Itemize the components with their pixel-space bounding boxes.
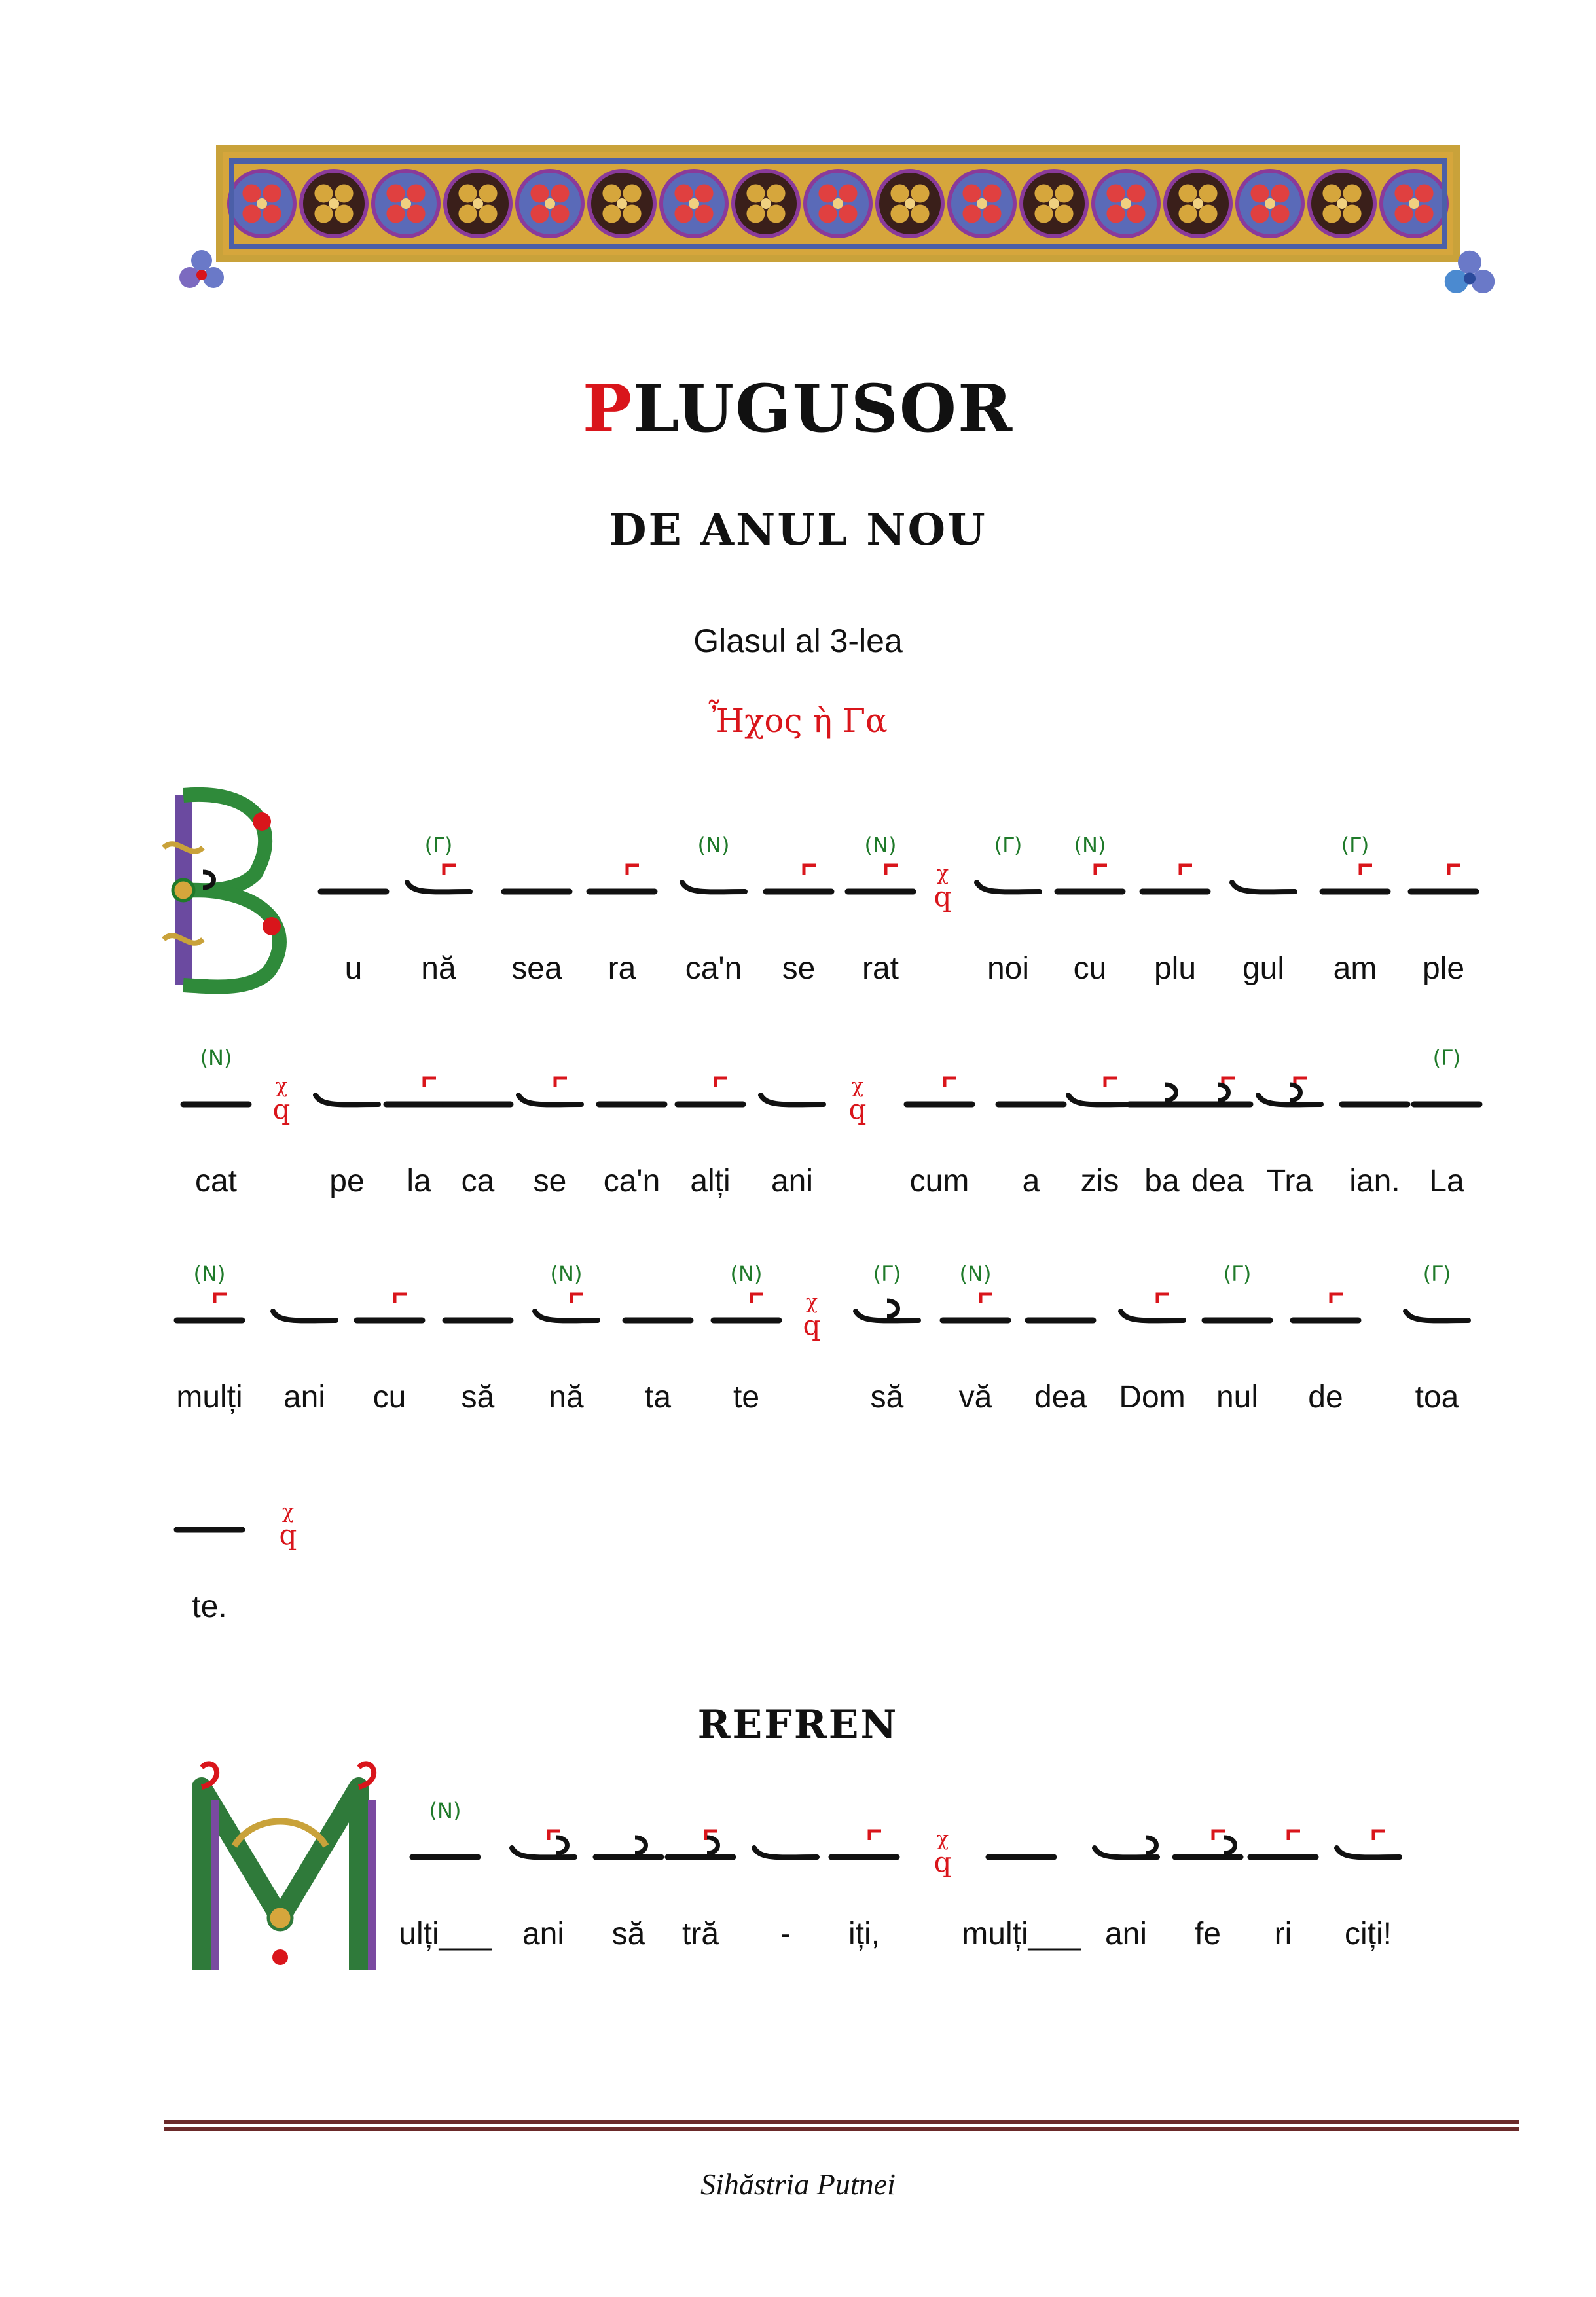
- ornament-center: [1193, 198, 1203, 209]
- neume-apostrophos: [535, 1311, 598, 1320]
- ornament-center: [977, 198, 987, 209]
- ornament-center: [401, 198, 411, 209]
- lyric-syllable: ca: [461, 1164, 495, 1199]
- lyric-syllable: cat: [194, 1164, 238, 1199]
- martyria-mark: χ: [281, 1500, 295, 1523]
- lyric-syllable: se: [533, 1164, 567, 1199]
- ornament-petal: [1055, 184, 1074, 202]
- ornament-petal: [623, 184, 642, 202]
- ison-mark: (Ν): [730, 1261, 763, 1286]
- lyric-syllable: noi: [987, 951, 1030, 986]
- ornament-center: [1049, 198, 1059, 209]
- neume-gorgon: [424, 1078, 436, 1087]
- ornament-petal: [314, 205, 333, 223]
- neume-apostrophos: [518, 1095, 581, 1104]
- neume-apostrophos: [1406, 1311, 1468, 1320]
- martyria-mark: q: [934, 1846, 952, 1878]
- ornament-petal: [1250, 184, 1269, 202]
- neume-apostrophos: [1232, 882, 1295, 892]
- ornamental-header-band: [216, 145, 1460, 262]
- ornament-petal: [818, 184, 837, 202]
- neume-elaphron: [1165, 1085, 1176, 1100]
- neume-staff-4: [164, 1496, 1493, 1574]
- ornament-center: [1265, 198, 1275, 209]
- lyric-syllable: u: [344, 951, 363, 986]
- ornament-petal: [479, 184, 498, 202]
- martyria-mark: q: [803, 1309, 821, 1341]
- lyric-syllable: cum: [909, 1164, 970, 1199]
- ornament-petal: [1343, 205, 1362, 223]
- music-line-4: [164, 1496, 1493, 1627]
- ornament-petal: [1106, 205, 1125, 223]
- ornament-petal: [1322, 205, 1341, 223]
- lyric-syllable: pe: [329, 1164, 365, 1199]
- title-rest: LUGUSOR: [633, 370, 1014, 447]
- neume-gorgon: [627, 865, 639, 875]
- ornament-petal: [407, 184, 426, 202]
- martyria-mark: χ: [936, 862, 949, 885]
- ornament-petal: [335, 184, 354, 202]
- ison-mark: (Γ): [424, 833, 453, 858]
- ornament-petal: [335, 205, 354, 223]
- lyric-syllable: am: [1333, 951, 1377, 986]
- ornament-petal: [839, 205, 858, 223]
- ornament-petal: [458, 184, 477, 202]
- ison-mark: (Ν): [959, 1261, 992, 1286]
- ornament-petal: [1055, 205, 1074, 223]
- martyria-mark: χ: [805, 1291, 818, 1314]
- ornament-center: [1121, 198, 1131, 209]
- ornament-petal: [767, 184, 786, 202]
- ornament-petal: [962, 184, 981, 202]
- ornament-petal: [890, 205, 909, 223]
- ornament-center: [689, 198, 699, 209]
- lyric-syllable: mulți___: [962, 1917, 1081, 1951]
- ornament-center: [329, 198, 339, 209]
- corner-flower-left-icon: [175, 246, 228, 298]
- neume-apostrophos: [316, 1095, 378, 1104]
- neume-gorgon: [444, 865, 456, 875]
- ornament-petal: [386, 184, 405, 202]
- mode-romanian: Glasul al 3-lea: [693, 623, 903, 659]
- neume-gorgon: [215, 1294, 227, 1303]
- ornament-petal: [1199, 205, 1218, 223]
- lyric-syllable: ple: [1422, 951, 1465, 986]
- ornament-petal: [1271, 205, 1290, 223]
- ornament-petal: [911, 205, 930, 223]
- ornament-petal: [551, 205, 570, 223]
- lyric-syllable: te: [733, 1380, 760, 1415]
- ornament-petal: [911, 184, 930, 202]
- lyric-syllable: a: [1022, 1164, 1040, 1199]
- ornament-petal: [1415, 184, 1434, 202]
- neume-elaphron: [556, 1837, 568, 1853]
- ison-mark: (Γ): [873, 1261, 901, 1286]
- martyria-mark: χ: [851, 1075, 864, 1098]
- ornament-petal: [746, 205, 765, 223]
- lyric-syllable: cu: [1073, 951, 1107, 986]
- lyric-syllable: te.: [192, 1589, 227, 1624]
- neume-elaphron: [1218, 1085, 1229, 1100]
- ornament-center: [1337, 198, 1347, 209]
- lyric-syllable: nă: [549, 1380, 584, 1415]
- ison-mark: (Ν): [193, 1261, 226, 1286]
- ornament-petal: [479, 205, 498, 223]
- lyric-syllable: ca'n: [685, 951, 742, 986]
- neume-elaphron: [707, 1837, 718, 1853]
- ornament-petal: [530, 184, 549, 202]
- neume-gorgon: [869, 1831, 881, 1840]
- neume-gorgon: [1213, 1831, 1225, 1840]
- ornament-petal: [386, 205, 405, 223]
- lyric-syllable: vă: [958, 1380, 992, 1415]
- martyria-mark: q: [272, 1093, 291, 1125]
- neume-staff-3: [164, 1260, 1493, 1365]
- lyric-syllable: ulți___: [399, 1917, 492, 1951]
- neume-gorgon: [571, 1294, 583, 1303]
- ornament-petal: [263, 205, 281, 223]
- neume-gorgon: [1331, 1294, 1343, 1303]
- lyric-syllable: Dom: [1119, 1380, 1186, 1415]
- page-subtitle: DE ANUL NOU: [609, 504, 987, 555]
- ornament-petal: [602, 184, 621, 202]
- lyric-syllable: gul: [1242, 951, 1285, 986]
- lyric-syllable: ca'n: [603, 1164, 661, 1199]
- lyric-syllable: ta: [644, 1380, 672, 1415]
- neume-apostrophos: [1068, 1095, 1131, 1104]
- ornament-petal: [983, 205, 1002, 223]
- page-title: [0, 370, 1596, 447]
- ornament-center: [617, 198, 627, 209]
- neume-gorgon: [1360, 865, 1372, 875]
- neume-gorgon: [752, 1294, 763, 1303]
- ornament-petal: [674, 205, 693, 223]
- ornament-petal: [1394, 205, 1413, 223]
- music-line-3: [164, 1260, 1493, 1430]
- lyric-syllable: sea: [511, 951, 562, 986]
- neume-staff-1: [164, 831, 1493, 936]
- neume-apostrophos: [761, 1095, 824, 1104]
- ison-mark: (Γ): [994, 833, 1023, 858]
- ison-mark: (Γ): [1432, 1045, 1461, 1070]
- neume-apostrophos: [977, 882, 1040, 892]
- neume-staff-2: [164, 1044, 1493, 1149]
- neume-gorgon: [1105, 1078, 1117, 1087]
- ornament-petal: [530, 205, 549, 223]
- lyric-syllable: fe: [1194, 1917, 1222, 1951]
- lyric-syllable: dea: [1034, 1380, 1087, 1415]
- ornament-pattern: [223, 152, 1453, 255]
- ornament-petal: [1034, 205, 1053, 223]
- neume-elaphron: [635, 1837, 646, 1853]
- ornament-center: [833, 198, 843, 209]
- neume-gorgon: [1288, 1831, 1300, 1840]
- ornament-center: [905, 198, 915, 209]
- ornament-petal: [458, 205, 477, 223]
- ornament-petal: [1322, 184, 1341, 202]
- lyric-syllable: Tra: [1266, 1164, 1313, 1199]
- lyric-syllable: să: [611, 1917, 645, 1951]
- neume-gorgon: [1373, 1831, 1385, 1840]
- neume-elaphron: [1146, 1837, 1157, 1853]
- ornament-petal: [407, 205, 426, 223]
- lyric-syllable: ani: [771, 1164, 814, 1199]
- lyric-syllable: ani: [283, 1380, 326, 1415]
- ornament-petal: [839, 184, 858, 202]
- ison-mark: (Ν): [429, 1798, 462, 1823]
- lyric-syllable: la: [407, 1164, 431, 1199]
- martyria-mark: q: [279, 1519, 297, 1551]
- ornament-petal: [674, 184, 693, 202]
- ornament-petal: [962, 205, 981, 223]
- neume-gorgon: [1180, 865, 1192, 875]
- lyric-syllable: alți: [690, 1164, 731, 1199]
- ornament-petal: [695, 205, 714, 223]
- neume-elaphron: [203, 872, 214, 888]
- ornament-petal: [1034, 184, 1053, 202]
- ornament-petal: [1415, 205, 1434, 223]
- ornament-petal: [602, 205, 621, 223]
- ison-mark: (Γ): [1423, 1261, 1451, 1286]
- ison-mark: (Γ): [1223, 1261, 1252, 1286]
- ornament-petal: [1127, 184, 1146, 202]
- ornament-petal: [1178, 184, 1197, 202]
- ison-mark: (Ν): [864, 833, 897, 858]
- neume-gorgon: [804, 865, 816, 875]
- neume-gorgon: [1095, 865, 1107, 875]
- footer-credit: Sihăstria Putnei: [700, 2167, 896, 2201]
- title-initial: P: [582, 370, 634, 447]
- martyria-mark: q: [934, 880, 952, 913]
- neume-apostrophos: [273, 1311, 336, 1320]
- ison-mark: (Ν): [697, 833, 730, 858]
- ornament-petal: [746, 184, 765, 202]
- lyric-syllable: toa: [1415, 1380, 1459, 1415]
- ornament-petal: [695, 184, 714, 202]
- neume-elaphron: [887, 1301, 898, 1316]
- ornament-petal: [623, 205, 642, 223]
- lyric-syllable: ri: [1274, 1917, 1292, 1951]
- neume-elaphron: [1290, 1085, 1301, 1100]
- ornament-center: [545, 198, 555, 209]
- ornament-petal: [1106, 184, 1125, 202]
- lyric-syllable: nul: [1216, 1380, 1259, 1415]
- neume-gorgon: [1157, 1294, 1169, 1303]
- neume-apostrophos: [754, 1848, 817, 1857]
- corner-flower-right-icon: [1440, 246, 1499, 305]
- drop-cap-m-icon: [175, 1754, 385, 1990]
- lyric-syllable: ciți!: [1345, 1917, 1392, 1951]
- ison-mark: (Γ): [1341, 833, 1369, 858]
- lyric-syllable: ra: [608, 951, 636, 986]
- lyric-syllable: ani: [1104, 1917, 1148, 1951]
- neume-apostrophos: [407, 882, 470, 892]
- lyric-syllable: zis: [1080, 1164, 1119, 1199]
- lyric-syllable: să: [461, 1380, 495, 1415]
- neume-apostrophos: [1337, 1848, 1400, 1857]
- lyric-syllable: mulți: [176, 1380, 243, 1415]
- ornament-center: [761, 198, 771, 209]
- lyric-syllable: ian.: [1349, 1164, 1400, 1199]
- ornament-petal: [1343, 184, 1362, 202]
- lyric-syllable: ani: [522, 1917, 565, 1951]
- lyric-syllable: -: [780, 1917, 791, 1951]
- lyric-syllable: ba: [1144, 1164, 1180, 1199]
- ornament-petal: [263, 184, 281, 202]
- neume-apostrophos: [1121, 1311, 1184, 1320]
- neume-gorgon: [395, 1294, 407, 1303]
- ornament-petal: [1250, 205, 1269, 223]
- ornament-petal: [1394, 184, 1413, 202]
- ornament-petal: [1199, 184, 1218, 202]
- refrain-title: REFREN: [697, 1702, 899, 1748]
- music-line-2: [164, 1044, 1493, 1214]
- lyric-syllable: nă: [421, 951, 456, 986]
- ornament-petal: [1271, 184, 1290, 202]
- neume-gorgon: [555, 1078, 567, 1087]
- ison-mark: (Ν): [1074, 833, 1106, 858]
- neume-gorgon: [945, 1078, 956, 1087]
- ornament-center: [473, 198, 483, 209]
- martyria-mark: q: [848, 1093, 867, 1125]
- lyric-syllable: rat: [861, 951, 899, 986]
- neume-gorgon: [1449, 865, 1460, 875]
- ornament-petal: [242, 205, 261, 223]
- lyric-syllable: dea: [1191, 1164, 1244, 1199]
- martyria-mark: χ: [275, 1075, 288, 1098]
- ison-mark: (Ν): [200, 1045, 232, 1070]
- neume-gorgon: [716, 1078, 727, 1087]
- ornament-petal: [767, 205, 786, 223]
- ornament-petal: [983, 184, 1002, 202]
- lyric-syllable: cu: [372, 1380, 407, 1415]
- lyric-syllable: tră: [681, 1917, 719, 1951]
- neume-gorgon: [886, 865, 898, 875]
- ornament-petal: [314, 184, 333, 202]
- lyric-syllable: de: [1308, 1380, 1343, 1415]
- music-line-1: [164, 831, 1493, 1002]
- martyria-mark: χ: [936, 1828, 949, 1851]
- mode-greek: Ἦχος ὴ Γα: [708, 702, 888, 740]
- footer-rule: [164, 2120, 1519, 2134]
- ornament-petal: [1178, 205, 1197, 223]
- ornament-petal: [1127, 205, 1146, 223]
- ornament-petal: [818, 205, 837, 223]
- ornament-petal: [242, 184, 261, 202]
- ison-mark: (Ν): [550, 1261, 583, 1286]
- neume-gorgon: [981, 1294, 992, 1303]
- lyric-syllable: La: [1429, 1164, 1464, 1199]
- lyric-syllable: iți,: [848, 1917, 880, 1951]
- ornament-center: [257, 198, 267, 209]
- ornament-center: [1409, 198, 1419, 209]
- ornament-petal: [890, 184, 909, 202]
- neume-apostrophos: [682, 882, 745, 892]
- neume-staff-refrain: [406, 1797, 1493, 1902]
- neume-elaphron: [1224, 1837, 1235, 1853]
- lyric-syllable: se: [782, 951, 816, 986]
- lyric-syllable: să: [870, 1380, 904, 1415]
- lyric-syllable: plu: [1153, 951, 1197, 986]
- music-line-refrain: [399, 1797, 1493, 1967]
- ornament-petal: [551, 184, 570, 202]
